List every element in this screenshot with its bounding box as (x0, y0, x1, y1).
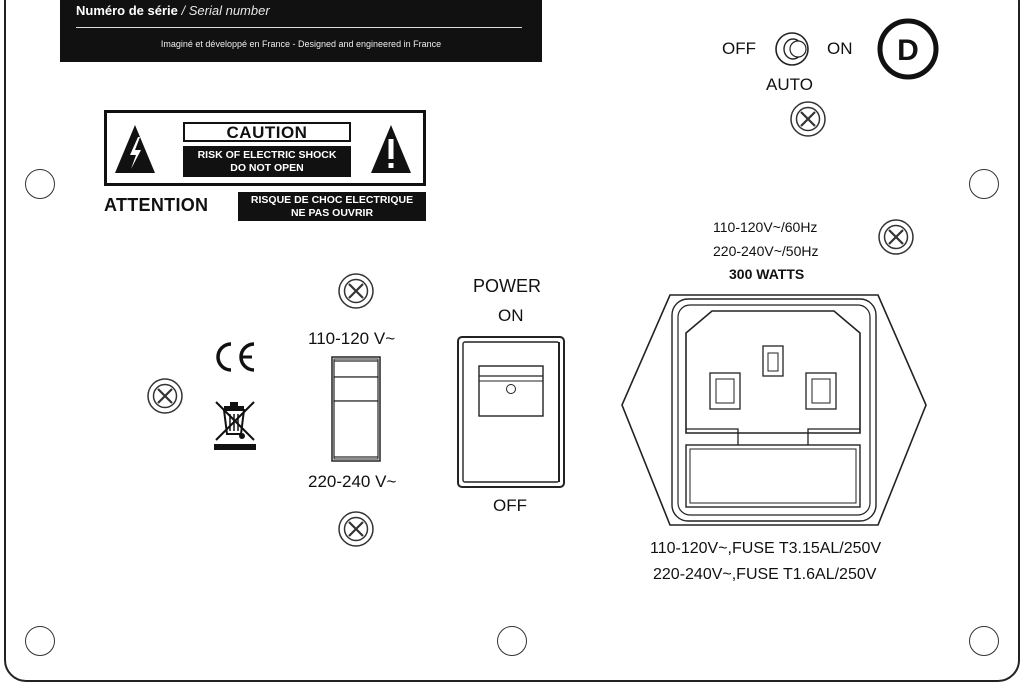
brand-logo-letter: D (897, 34, 919, 67)
serial-title-fr: Numéro de série (76, 3, 178, 18)
standby-off-label: OFF (722, 39, 756, 58)
rating-line-1: 110-120V~/60Hz (713, 219, 818, 235)
serial-title-en: Serial number (188, 3, 270, 18)
caution-warning-text (183, 146, 351, 177)
standby-toggle-switch[interactable] (770, 30, 814, 68)
standby-on-label: ON (827, 39, 853, 58)
brand-logo-icon (875, 16, 941, 82)
screw-standby (789, 100, 827, 138)
serial-number-plate (60, 0, 542, 62)
attention-line-2: NE PAS OUVRIR (290, 206, 374, 219)
screw-voltage-bottom (337, 510, 375, 548)
screw-ce (146, 377, 184, 415)
rating-watts: 300 WATTS (729, 266, 805, 282)
attention-warning-text (238, 192, 426, 221)
fuse-rating-line-2: 220-240V~,FUSE T1.6AL/250V (653, 566, 877, 583)
mounting-hole-bottom-right (969, 626, 999, 656)
serial-tagline: Imaginé et développé en France - Designed and engineered in France (160, 39, 442, 49)
screw-voltage-top (337, 272, 375, 310)
power-rocker-switch[interactable] (455, 334, 567, 490)
crossed-out-wheelie-bin-icon (212, 398, 258, 452)
mounting-hole-bottom-left (25, 626, 55, 656)
voltage-110-label: 110-120 V~ (308, 329, 396, 348)
mounting-hole-left-upper (25, 169, 55, 199)
ce-mark-icon (212, 340, 258, 374)
fuse-rating-line-1: 110-120V~,FUSE T3.15AL/250V (650, 540, 882, 557)
caution-line-1: RISK OF ELECTRIC SHOCK (197, 149, 337, 161)
rating-line-2: 220-240V~/50Hz (713, 243, 819, 259)
mounting-hole-bottom-center (497, 626, 527, 656)
caution-label (104, 110, 426, 186)
serial-title-separator: / (181, 3, 186, 18)
serial-divider (76, 27, 522, 28)
power-off-label: OFF (493, 496, 527, 515)
voltage-220-label: 220-240 V~ (308, 472, 397, 491)
power-on-label: ON (498, 306, 524, 325)
screw-rating (877, 218, 915, 256)
power-title: POWER (473, 276, 542, 296)
caution-line-2: DO NOT OPEN (230, 162, 304, 174)
exclamation-warning-icon (369, 123, 413, 175)
voltage-selector-switch[interactable] (330, 355, 382, 463)
standby-auto-label: AUTO (766, 75, 813, 94)
attention-word: ATTENTION (104, 195, 209, 215)
serial-number-title (76, 3, 270, 18)
attention-line-1: RISQUE DE CHOC ELECTRIQUE (250, 194, 414, 206)
iec-power-inlet[interactable] (620, 293, 930, 529)
caution-heading: CAUTION (183, 122, 351, 142)
lightning-warning-icon (113, 123, 157, 175)
mounting-hole-right-upper (969, 169, 999, 199)
